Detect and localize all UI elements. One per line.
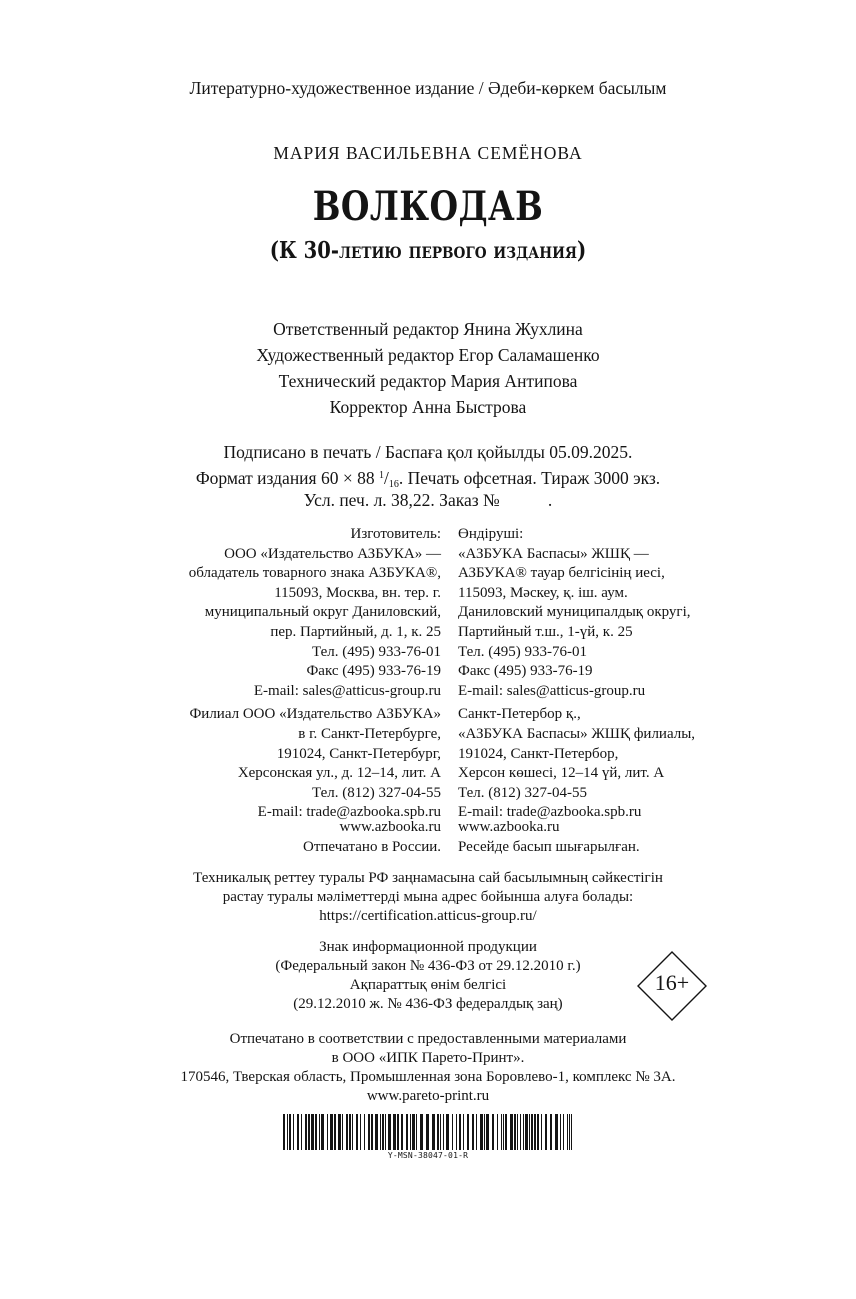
signed-date: Подписано в печать / Баспаға қол қойылды 05.09.2025.: [223, 442, 633, 462]
barcode-bar: [510, 1114, 513, 1150]
barcode-bar: [327, 1114, 328, 1150]
barcode-bar: [545, 1114, 547, 1150]
barcode-bar: [541, 1114, 542, 1150]
barcode-bar: [297, 1114, 299, 1150]
barcode-bar: [563, 1114, 564, 1150]
barcode-bar: [480, 1114, 483, 1150]
barcode-bar: [420, 1114, 423, 1150]
barcode-bar: [525, 1114, 528, 1150]
barcode-bar: [364, 1114, 365, 1150]
barcode-bar: [514, 1114, 516, 1150]
barcode-bar: [287, 1114, 288, 1150]
barcode-bar: [531, 1114, 533, 1150]
barcode-bar: [560, 1114, 561, 1150]
barcode-bar: [356, 1114, 358, 1150]
manufacturer-ru: Изготовитель: ООО «Издательство АЗБУКА» — обладатель товарного знака АЗБУКА®, 115093, Москва, вн. тер. г. муниципальный округ Даниловский, пер. Партийный, д. 1, к. 25 Тел. (495) 933-76-01 Факс (495) 933-76-19 E-mail: sales@atticus-group.ru Филиал ООО «Издательство АЗБУКА» в г. Санкт-Петербурге, 191024, Санкт-Петербург, Херсонская ул., д. 12–14, лит. А Тел. (812) 327-04-55 E-mail: trade@azbooka.spb.ru: [188, 526, 441, 821]
age-rating-text: 16+: [654, 970, 690, 995]
printer-website[interactable]: www.pareto-print.ru: [366, 1088, 490, 1104]
barcode-bar: [416, 1114, 417, 1150]
barcode-label: Y-MSN-38047-01-R: [387, 1151, 469, 1160]
barcode-bar: [349, 1114, 351, 1150]
barcode-bar: [360, 1114, 361, 1150]
certification-link[interactable]: https://certification.atticus-group.ru/: [319, 908, 537, 924]
barcode-bar: [537, 1114, 539, 1150]
barcode-bar: [293, 1114, 294, 1150]
credit-line: Ответственный редактор Янина Жухлина: [273, 319, 583, 339]
barcode-bar: [446, 1114, 449, 1150]
barcode-bar: [440, 1114, 441, 1150]
barcode-bar: [486, 1114, 489, 1150]
barcode-bar: [388, 1114, 391, 1150]
barcode-bar: [501, 1114, 502, 1150]
sheets-line: Усл. печ. л. 38,22. Заказ № .: [303, 490, 553, 510]
info-product-sign: Знак информационной продукции (Федеральный закон № 436-ФЗ от 29.12.2010 г.) Ақпараттық өнім белгісі (29.12.2010 ж. № 436-ФЗ федералдық заң): [275, 939, 581, 1012]
barcode-bar: [401, 1114, 403, 1150]
barcode-bar: [459, 1114, 461, 1150]
barcode-bar: [319, 1114, 320, 1150]
barcode-bar: [308, 1114, 310, 1150]
barcode-bar: [492, 1114, 494, 1150]
barcode-bar: [393, 1114, 396, 1150]
printer-info: Отпечатано в соответствии с предоставленными материалами в ООО «ИПК Парето-Принт». 170546, Тверская область, Промышленная зона Боровлево-1, комплекс № 3А. www.pareto-print.ru: [0, 1030, 856, 1106]
barcode-bar: [437, 1114, 439, 1150]
website-ru: www.azbooka.ru Отпечатано в России.: [111, 818, 441, 857]
barcode-bar: [426, 1114, 429, 1150]
certification-info: Техникалық реттеу туралы РФ заңнамасына сай басылымның сәйкестігін растау туралы мәліметтерді мына адрес бойынша алуға болады: https://certification.atticus-group.ru/: [0, 869, 856, 926]
barcode-bar: [375, 1114, 378, 1150]
format-line: Формат издания 60 × 88 $^1/_{16}$. Печать офсетная. Тираж 3000 экз.: [195, 468, 661, 490]
barcode-bar: [472, 1114, 474, 1150]
barcode-bar: [550, 1114, 552, 1150]
barcode-bar: [463, 1114, 464, 1150]
barcode-bar: [342, 1114, 343, 1150]
barcode-bar: [503, 1114, 504, 1150]
barcode-bar: [321, 1114, 324, 1150]
barcode-bar: [571, 1114, 572, 1150]
credit-line: Технический редактор Мария Антипова: [278, 371, 578, 391]
barcode-bar: [289, 1114, 291, 1150]
barcode-bar: [371, 1114, 373, 1150]
manufacturer-kz: Өндіруші: «АЗБУКА Баспасы» ЖШҚ — АЗБУКА® тауар белгісінің иесі, 115093, Мәскеу, қ. іш. аум. Даниловский муниципалдық округі, Партийный т.ш., 1-үй, к. 25 Тел. (495) 933-76-01 Факс (495) 933-76-19 E-mail: sales@atticus-group.ru Санкт-Петербор қ., «АЗБУКА Баспасы» ЖШҚ филиалы, 191024, Санкт-Петербор, Херсон көшесі, 12–14 үй, лит. А Тел. (812) 327-04-55 E-mail: trade@azbooka.spb.ru: [458, 526, 696, 821]
barcode-bar: [311, 1114, 314, 1150]
barcode-bar: [452, 1114, 453, 1150]
credit-line: Корректор Анна Быстрова: [329, 397, 527, 417]
credit-line: Художественный редактор Егор Саламашенко: [256, 345, 600, 365]
barcode-bar: [410, 1114, 411, 1150]
barcode: [283, 1114, 573, 1150]
series-label: Литературно-художественное издание / Әдеби-көркем басылым: [189, 78, 667, 98]
barcode-bar: [555, 1114, 558, 1150]
barcode-bar: [505, 1114, 507, 1150]
barcode-bar: [380, 1114, 381, 1150]
staff-credits: [0, 316, 856, 420]
barcode-bar: [301, 1114, 302, 1150]
barcode-bar: [432, 1114, 435, 1150]
barcode-bar: [569, 1114, 570, 1150]
barcode-bar: [456, 1114, 457, 1150]
author-name: МАРИЯ ВАСИЛЬЕВНА СЕМЁНОВА: [273, 143, 583, 163]
age-rating-badge: [636, 950, 708, 1022]
barcode-bar: [338, 1114, 341, 1150]
barcode-bar: [315, 1114, 317, 1150]
barcode-bar: [352, 1114, 353, 1150]
barcode-bar: [476, 1114, 477, 1150]
barcode-bar: [443, 1114, 444, 1150]
barcode-bar: [523, 1114, 524, 1150]
barcode-bar: [346, 1114, 348, 1150]
website-link[interactable]: www.azbooka.ru: [339, 819, 441, 835]
barcode-bar: [330, 1114, 333, 1150]
website-link[interactable]: www.azbooka.ru: [458, 819, 560, 835]
website-kz: www.azbooka.ru Ресейде басып шығарылған.: [458, 818, 788, 857]
barcode-bar: [334, 1114, 336, 1150]
barcode-bar: [397, 1114, 399, 1150]
barcode-bar: [534, 1114, 536, 1150]
barcode-bar: [520, 1114, 521, 1150]
barcode-bar: [368, 1114, 370, 1150]
book-title: ВОЛКОДАВ: [312, 183, 544, 230]
barcode-bar: [412, 1114, 415, 1150]
barcode-bar: [385, 1114, 386, 1150]
barcode-bar: [382, 1114, 384, 1150]
barcode-bar: [529, 1114, 530, 1150]
barcode-bar: [406, 1114, 408, 1150]
print-info: [0, 440, 856, 512]
barcode-bar: [484, 1114, 485, 1150]
barcode-bar: [283, 1114, 285, 1150]
barcode-bar: [497, 1114, 498, 1150]
book-subtitle: (К 30-летию первого издания): [269, 237, 587, 264]
barcode-bar: [305, 1114, 307, 1150]
barcode-bar: [567, 1114, 568, 1150]
barcode-bar: [517, 1114, 518, 1150]
barcode-bar: [467, 1114, 469, 1150]
